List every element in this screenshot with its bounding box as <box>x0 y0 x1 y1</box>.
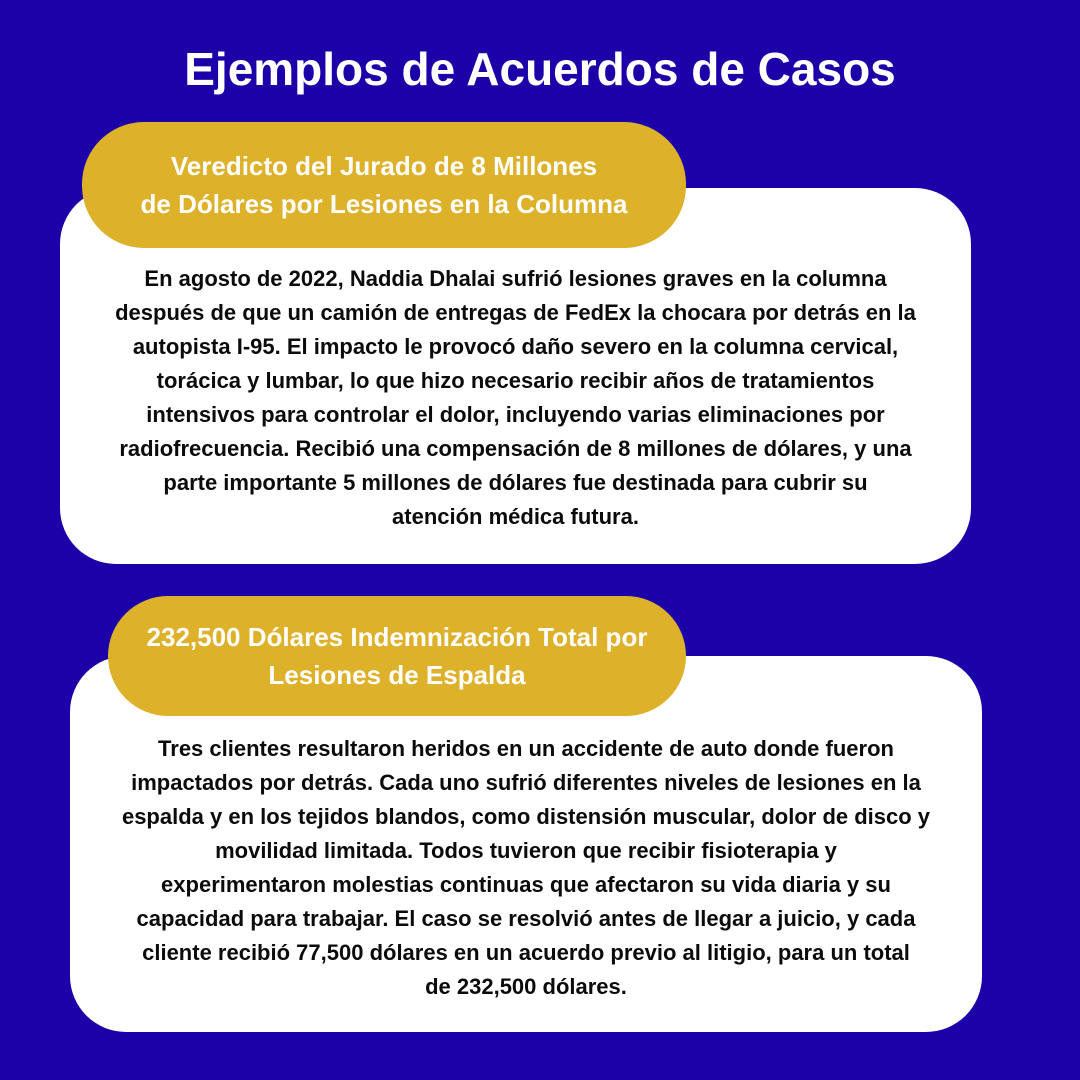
case-1-heading-badge <box>82 122 686 248</box>
case-1-line: radiofrecuencia. Recibió una compensación de 8 millones de dólares, y una <box>119 436 912 461</box>
page-title: Ejemplos de Acuerdos de Casos <box>184 43 896 95</box>
case-2-line: de 232,500 dólares. <box>425 974 627 999</box>
case-2-heading-line: 232,500 Dólares Indemnización Total por <box>146 622 648 652</box>
case-1-line: después de que un camión de entregas de FedEx la chocara por detrás en la <box>115 300 916 325</box>
case-2-line: capacidad para trabajar. El caso se resolvió antes de llegar a juicio, y cada <box>136 906 916 931</box>
case-1-line: parte importante 5 millones de dólares fue destinada para cubrir su <box>163 470 868 495</box>
case-2-heading-badge <box>108 596 686 716</box>
case-2-line: movilidad limitada. Todos tuvieron que recibir fisioterapia y <box>215 838 837 863</box>
case-2-heading <box>147 618 648 694</box>
case-1-line: atención médica futura. <box>392 504 639 529</box>
case-1-line: autopista I-95. El impacto le provocó daño severo en la columna cervical, <box>132 334 899 359</box>
case-1-line: torácica y lumbar, lo que hizo necesario recibir años de tratamientos <box>156 368 875 393</box>
case-2-line: Tres clientes resultaron heridos en un accidente de auto donde fueron <box>158 736 894 761</box>
case-1-line: intensivos para controlar el dolor, incluyendo varias eliminaciones por <box>146 402 885 427</box>
case-2-line: experimentaron molestias continuas que afectaron su vida diaria y su <box>161 872 891 897</box>
case-1-line: En agosto de 2022, Naddia Dhalai sufrió lesiones graves en la columna <box>144 266 887 291</box>
case-1-heading-line: Veredicto del Jurado de 8 Millones <box>170 151 598 181</box>
case-2-line: cliente recibió 77,500 dólares en un acuerdo previo al litigio, para un total <box>142 940 910 965</box>
case-1-heading <box>141 147 628 223</box>
case-2-line: espalda y en los tejidos blandos, como distensión muscular, dolor de disco y <box>121 804 931 829</box>
case-1-heading-line: de Dólares por Lesiones en la Columna <box>140 189 628 219</box>
case-2-line: impactados por detrás. Cada uno sufrió diferentes niveles de lesiones en la <box>131 770 921 795</box>
case-1-description <box>60 262 971 534</box>
case-2-description <box>70 732 982 1004</box>
case-2-heading-line: Lesiones de Espalda <box>268 660 526 690</box>
